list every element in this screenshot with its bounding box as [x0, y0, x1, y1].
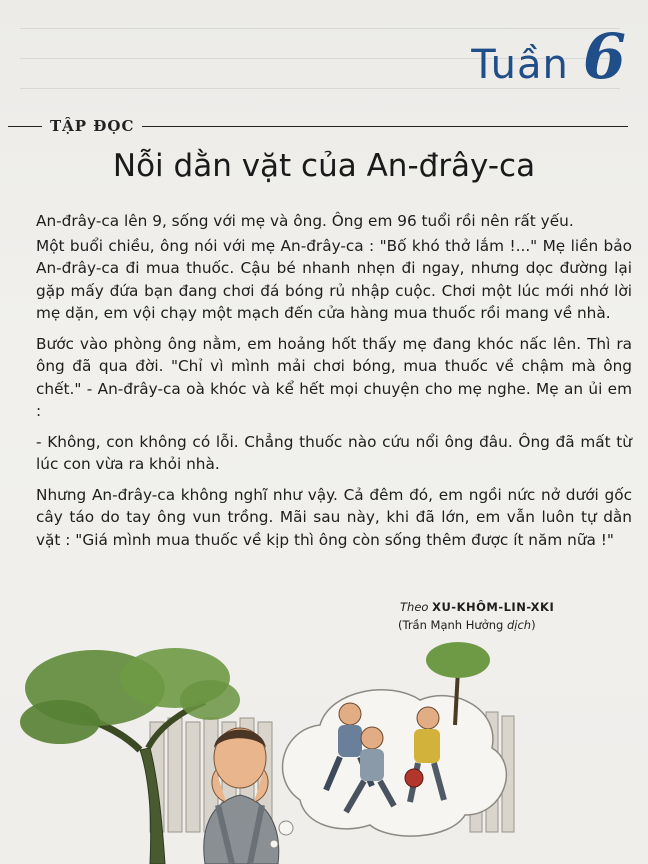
section-header — [8, 117, 628, 135]
translator-close: ) — [531, 618, 536, 632]
divider-right — [142, 126, 628, 127]
byline-theo: Theo — [400, 600, 429, 614]
story-title: Nỗi dằn vặt của An-đrây-ca — [112, 148, 536, 184]
translator-role: dịch — [506, 618, 532, 632]
divider-left — [8, 126, 42, 127]
week-heading — [471, 20, 626, 93]
byline-author: XU-KHÔM-LIN-XKI — [432, 600, 555, 614]
week-word: Tuần — [471, 42, 569, 88]
story-illustration — [0, 630, 648, 864]
paragraph: Bước vào phòng ông nằm, em hoảng hốt thấy mẹ đang khóc nấc lên. Thì ra ông đã qua đời. "Chỉ vì mình mải chơi bóng, mua thuốc về chậm mà ông chết." - An-đrây-ca oà khóc và kể hết mọi chuyện cho mẹ nghe. Mẹ an ủi em : — [36, 334, 632, 420]
paragraph: Một buổi chiều, ông nói với mẹ An-đrây-ca : "Bố khó thở lắm !..." Mẹ liền bảo An-đrây-ca đi mua thuốc. Cậu bé nhanh nhẹn đi ngay, nhưng dọc đường lại gặp mấy đứa bạn đang chơi đá bóng rủ nhập cuộc. Chơi một lúc mới nhớ lời mẹ dặn, em vội chạy một mạch đến cửa hàng mua thuốc rồi mang về nhà. — [36, 236, 632, 322]
story-body — [36, 210, 632, 559]
section-label: TẬP ĐỌC — [50, 117, 135, 135]
week-number: 6 — [582, 20, 626, 93]
paragraph: An-đrây-ca lên 9, sống với mẹ và ông. Ông em 96 tuổi rồi nên rất yếu. — [36, 212, 574, 230]
translator-name: (Trần Mạnh Hưởng — [398, 618, 507, 632]
paragraph: - Không, con không có lỗi. Chẳng thuốc nào cứu nổi ông đâu. Ông đã mất từ lúc con vừa ra khỏi nhà. — [36, 432, 632, 473]
byline — [400, 598, 630, 634]
paragraph: Nhưng An-đrây-ca không nghĩ như vậy. Cả đêm đó, em ngồi nức nở dưới gốc cây táo do tay ông vun trồng. Mãi sau này, khi đã lớn, em vẫn luôn tự dằn vặt : "Giá mình mua thuốc về kịp thì ông còn sống thêm được ít năm nữa !" — [36, 485, 632, 549]
